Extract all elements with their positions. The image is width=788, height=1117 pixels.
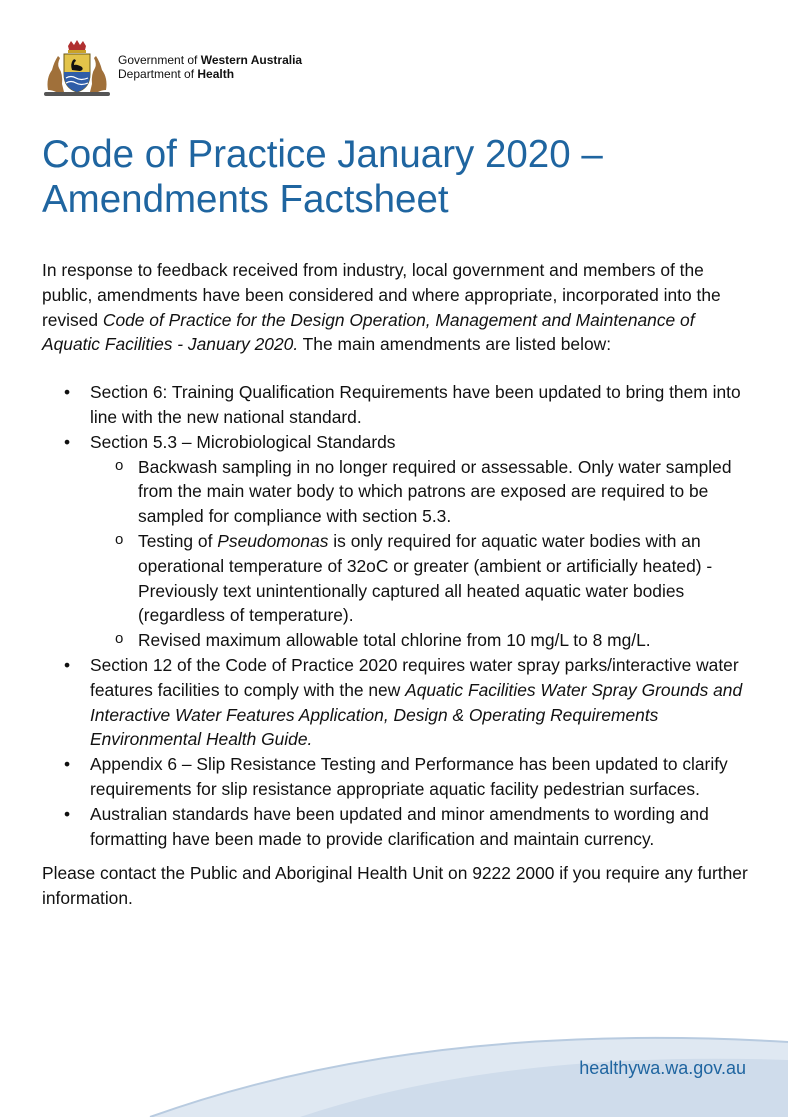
list-item	[42, 380, 752, 430]
government-name: Western Australia	[200, 53, 303, 67]
sublist-item	[90, 529, 752, 628]
government-department-text	[118, 53, 378, 81]
government-prefix: Government of	[118, 53, 201, 67]
title-line-1: Code of Practice January 2020 –	[42, 133, 603, 176]
microbiological-sublist	[90, 455, 752, 653]
government-line	[118, 53, 378, 67]
wa-coat-of-arms-logo	[42, 40, 112, 98]
sub-backwash-text: Backwash sampling in no longer required or assessable. Only water sampled from the main water body to which patrons are exposed are required to be sampled for compliance with section 5.3.	[138, 456, 732, 527]
sub-chlorine-text: Revised maximum allowable total chlorine from 10 mg/L to 8 mg/L.	[138, 630, 651, 651]
intro-paragraph	[42, 258, 752, 357]
footer-swoosh-graphic	[0, 980, 788, 1117]
list-item	[42, 752, 752, 802]
sub-pseudomonas-pre: Testing of	[138, 530, 218, 551]
list-item	[42, 653, 752, 752]
contact-paragraph: Please contact the Public and Aboriginal Health Unit on 9222 2000 if you require any further information.	[42, 863, 748, 909]
intro-document-name: Code of Practice for the Design Operation, Management and Maintenance of Aquatic Facilities - January 2020.	[42, 309, 695, 355]
title-line-2: Amendments Factsheet	[42, 178, 449, 221]
document-body	[42, 258, 752, 911]
department-name: Health	[197, 67, 235, 81]
sub-pseudomonas-post: is only required for aquatic water bodies with an operational temperature of 32oC or greater (ambient or artificially heated) - Previously text unintentionally captured all heated aquatic water bodies (regardless of temperature).	[138, 530, 713, 626]
department-line	[118, 67, 378, 81]
intro-text-end: The main amendments are listed below:	[298, 334, 612, 355]
sublist-item	[90, 455, 752, 529]
bullet-training-text: Section 6: Training Qualification Requirements have been updated to bring them into line with the new national standard.	[90, 382, 741, 427]
list-item	[42, 802, 752, 852]
document-title	[42, 132, 742, 222]
bullet-section12-text: Section 12 of the Code of Practice 2020 requires water spray parks/interactive water features facilities to comply with the new	[90, 654, 739, 700]
sublist-item	[90, 628, 752, 653]
intro-text: In response to feedback received from industry, local government and members of the public, amendments have been considered and where appropriate, incorporated into the revised	[42, 260, 721, 330]
bullet-appendix6-text: Appendix 6 – Slip Resistance Testing and Performance has been updated to clarify requirements for slip resistance appropriate aquatic facility pedestrian surfaces.	[90, 754, 728, 799]
department-prefix: Department of	[118, 67, 198, 81]
amendments-list	[42, 380, 752, 851]
list-item	[42, 430, 752, 653]
footer-website-link[interactable]: healthywa.wa.gov.au	[579, 1058, 746, 1078]
bullet-section12-guide-name: Aquatic Facilities Water Spray Grounds and Interactive Water Features Application, Design & Operating Requirements Environmental Health Guide.	[90, 679, 743, 750]
bullet-microbiological-text: Section 5.3 – Microbiological Standards	[90, 431, 396, 452]
sub-pseudomonas-italic: Pseudomonas	[217, 530, 329, 551]
bullet-standards-text: Australian standards have been updated and minor amendments to wording and formatting have been made to provide clarification and maintain currency.	[90, 803, 709, 849]
